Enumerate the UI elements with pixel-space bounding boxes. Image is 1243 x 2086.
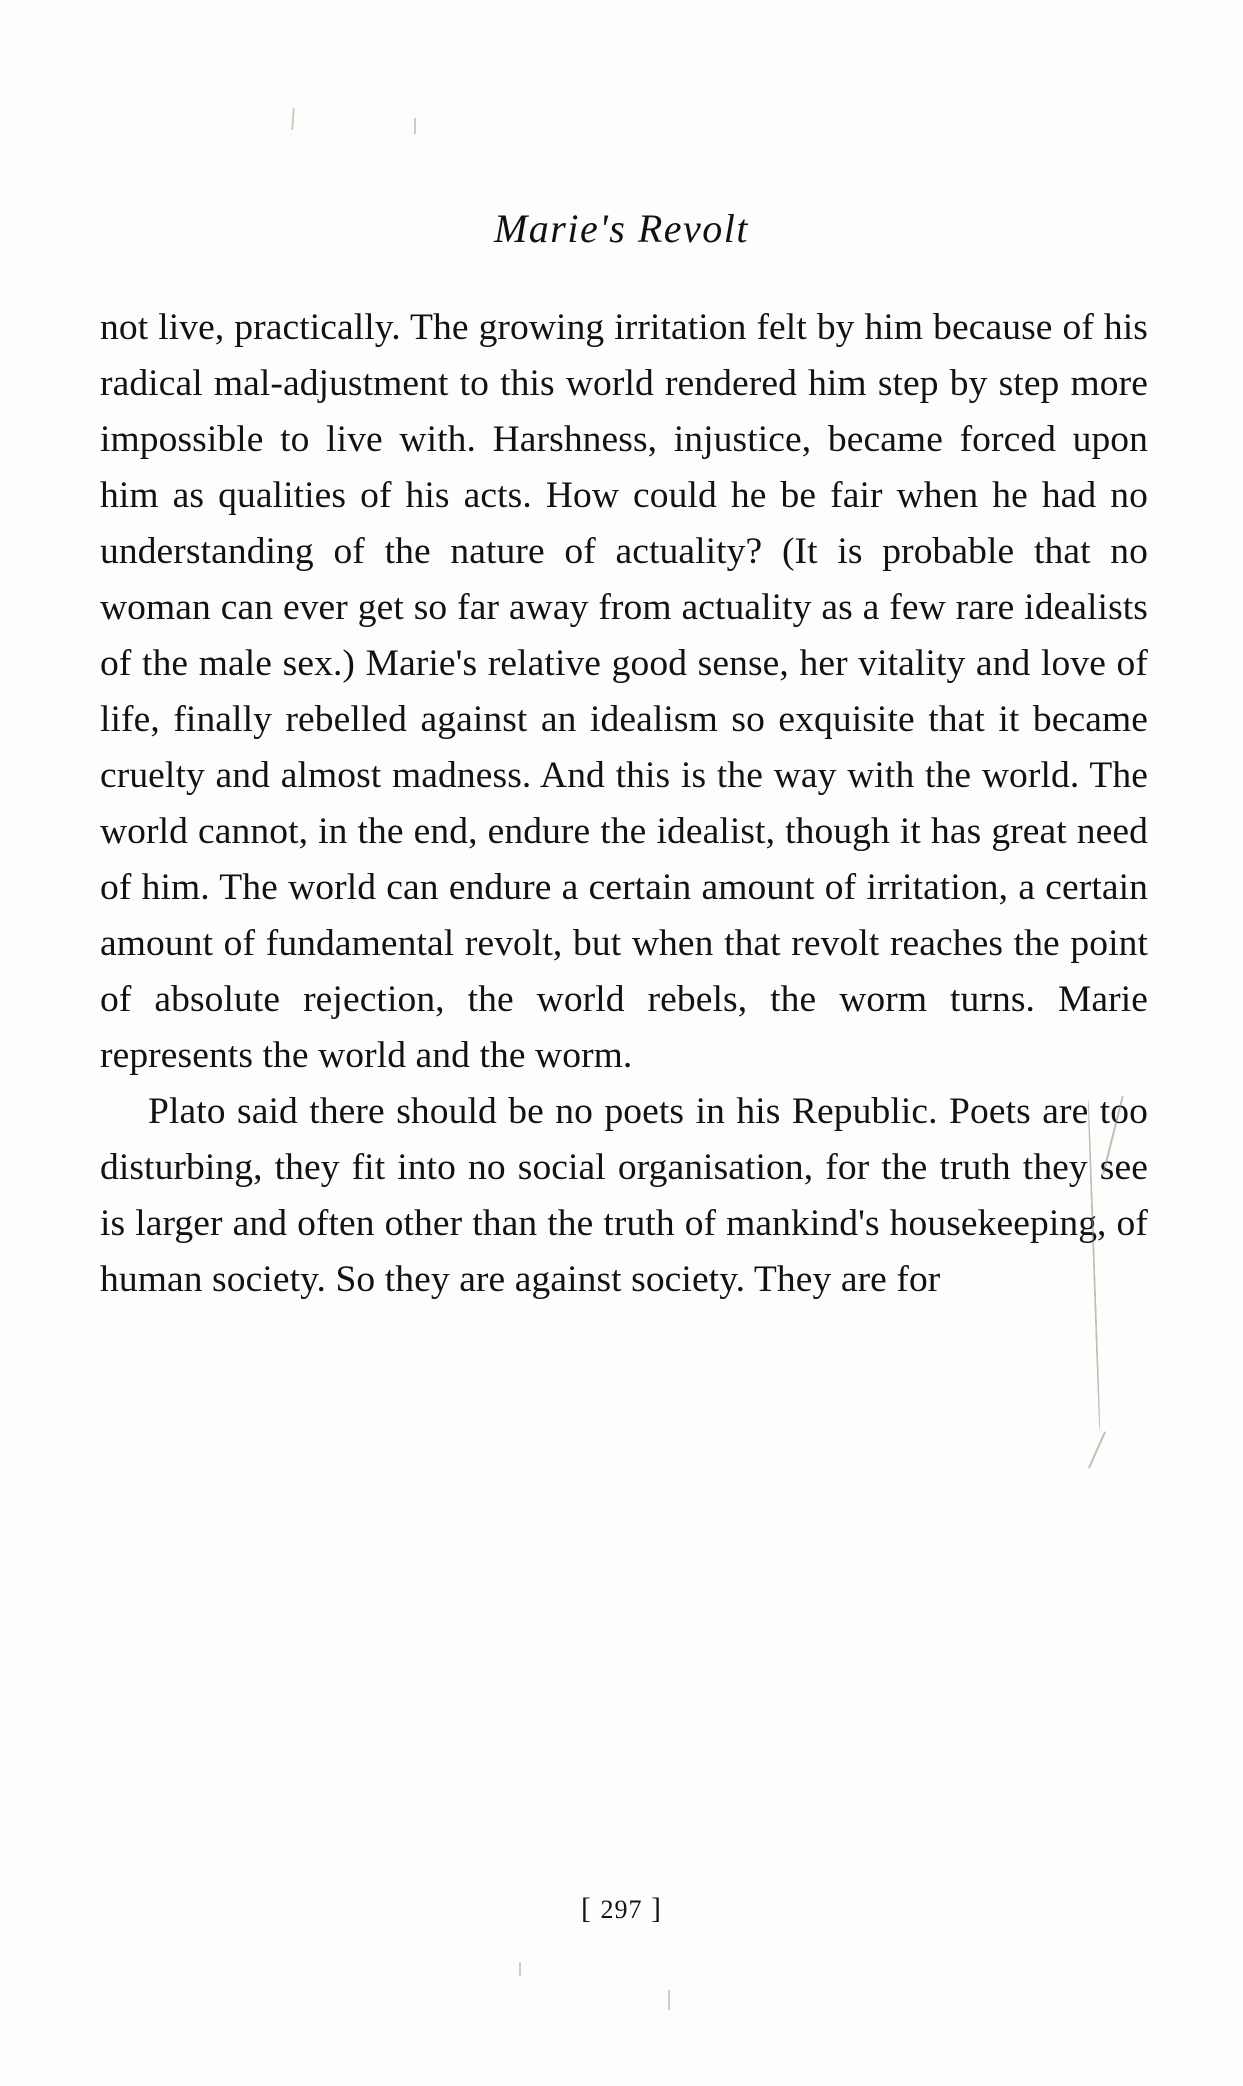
scan-mark — [668, 1990, 670, 2010]
scan-mark — [519, 1962, 521, 1976]
running-head: Marie's Revolt — [493, 206, 750, 251]
pencil-mark — [1088, 1431, 1106, 1468]
folio-number: 297 — [600, 1895, 643, 1924]
page-folio — [0, 1892, 1243, 1926]
folio-bracket-open: [ — [581, 1892, 592, 1925]
paragraph: Plato said there should be no poets in his Republic. Poets are too disturbing, they fit into no social organisation, for the truth they see is larger and often other than the truth of mankind's housekeeping, of human society. So they are against society. They are for — [100, 1091, 1148, 1300]
scan-mark — [414, 118, 416, 134]
paragraph: not live, practically. The growing irritation felt by him because of his radical mal-adjustment to this world rendered him step by step more impossible to live with. Harshness, injustice, became forced upon him as qualities of his acts. How could he be fair when he had no understanding of the nature of actuality? (It is probable that no woman can ever get so far away from actuality as a few rare idealists of the male sex.) Marie's relative good sense, her vitality and love of life, finally rebelled against an idealism so exquisite that it became cruelty and almost madness. And this is the way with the world. The world cannot, in the end, endure the idealist, though it has great need of him. The world can endure a certain amount of irritation, a certain amount of fundamental revolt, but when that revolt reaches the point of absolute rejection, the world rebels, the worm turns. Marie represents the world and the worm. — [100, 307, 1148, 1076]
folio-bracket-close: ] — [651, 1892, 662, 1925]
page-body — [100, 300, 1148, 1308]
scan-mark — [291, 108, 295, 130]
